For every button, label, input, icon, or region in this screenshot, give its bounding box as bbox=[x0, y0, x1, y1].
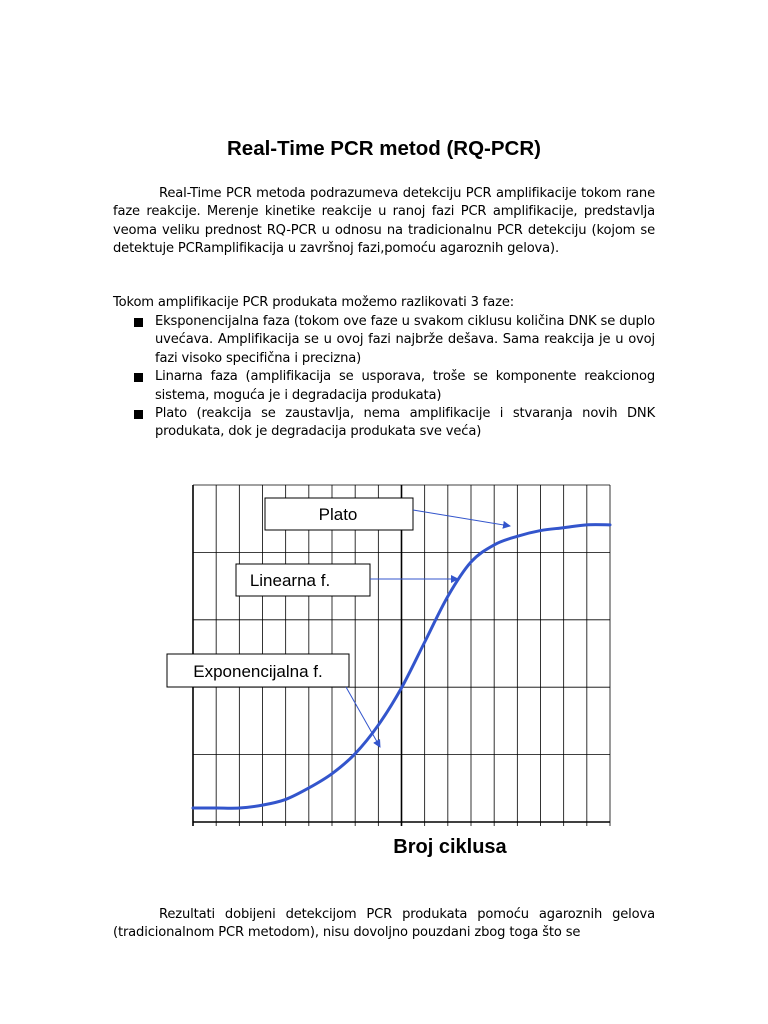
phases-list bbox=[113, 313, 655, 442]
pcr-amplification-chart bbox=[150, 470, 630, 870]
annotation-label: Plato bbox=[318, 505, 358, 524]
phases-intro: Tokom amplifikacije PCR produkata možemo razlikovati 3 faze: bbox=[113, 295, 515, 310]
annotation-exponential bbox=[167, 654, 380, 747]
list-item bbox=[113, 313, 655, 368]
square-bullet-icon bbox=[134, 373, 143, 382]
arrow-icon bbox=[413, 510, 510, 526]
closing-paragraph: Rezultati dobijeni detekcijom PCR produkata pomoću agaroznih gelova (tradicionalnom PCR metodom), nisu dovoljno pouzdani zbog toga što se bbox=[113, 907, 655, 941]
phase-text: Plato (reakcija se zaustavlja, nema amplifikacije i stvaranja novih DNK produkata, dok je degradacija produkata sve veća) bbox=[155, 406, 655, 440]
annotation-plato bbox=[265, 498, 510, 530]
arrow-icon bbox=[346, 687, 380, 747]
square-bullet-icon bbox=[134, 410, 143, 419]
x-axis-label: Broj ciklusa bbox=[393, 836, 507, 858]
annotation-label: Linearna f. bbox=[249, 571, 331, 590]
annotation-label: Exponencijalna f. bbox=[193, 662, 323, 681]
square-bullet-icon bbox=[134, 318, 143, 327]
page-title: Real-Time PCR metod (RQ-PCR) bbox=[227, 137, 541, 160]
intro-paragraph: Real-Time PCR metoda podrazumeva detekciju PCR amplifikacije tokom rane faze reakcije. Merenje kinetike reakcije u ranoj fazi PCR amplifikacije, predstavlja veoma veliku prednost RQ-PCR u odnosu na tradicionalnu PCR detekciju (kojom se detektuje PCRamplifikacija u završnoj fazi,pomoću agaroznih gelova). bbox=[113, 186, 655, 257]
list-item bbox=[113, 405, 655, 442]
list-item bbox=[113, 368, 655, 405]
phase-text: Eksponencijalna faza (tokom ove faze u svakom ciklusu količina DNK se duplo uvećava. Amplifikacija se u ovoj fazi najbrže dešava. Sama reakcija je u ovoj fazi visoko specifična i precizna) bbox=[155, 314, 655, 366]
phase-text: Linarna faza (amplifikacija se usporava, troše se komponente reakcionog sistema, moguća je i degradacija produkata) bbox=[155, 369, 655, 403]
